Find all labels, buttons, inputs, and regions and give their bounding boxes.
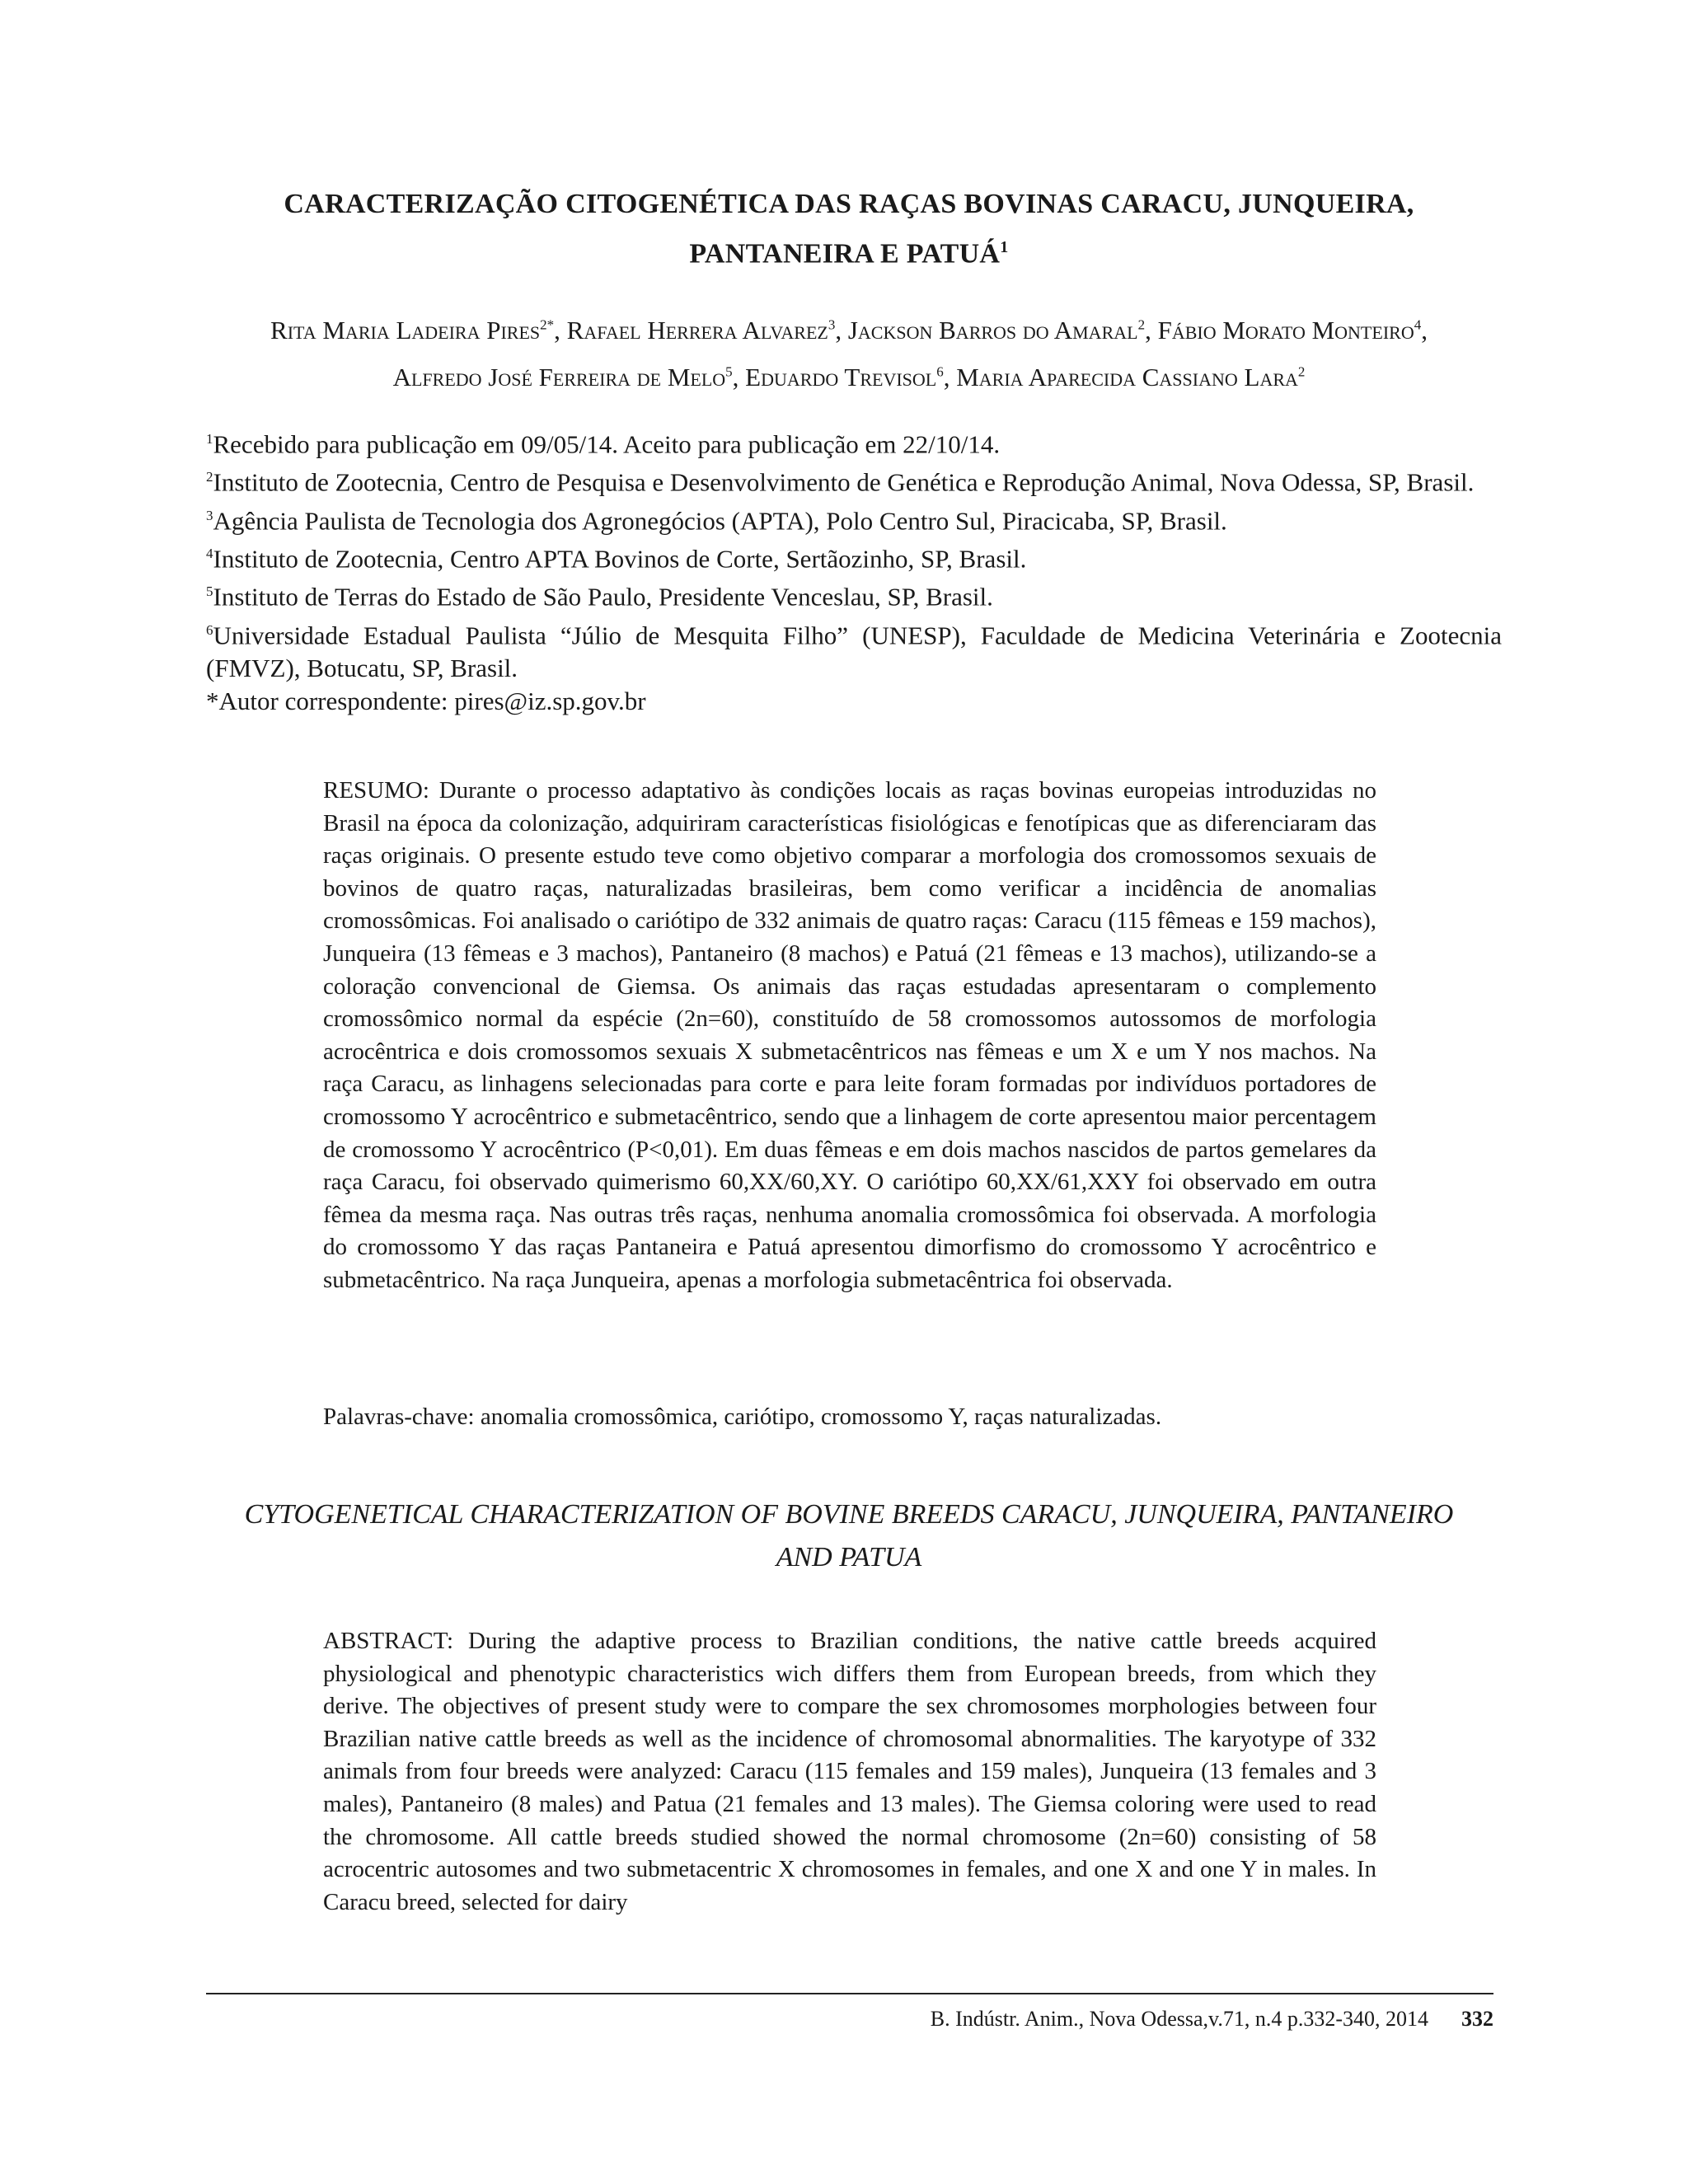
affiliation-item: [206, 461, 1502, 499]
author-affil-mark: 6: [936, 363, 944, 380]
journal-citation: B. Indústr. Anim., Nova Odessa,v.71, n.4 p.332-340, 2014: [930, 2007, 1428, 2031]
affiliations: [206, 423, 1502, 718]
affiliation-item: [206, 575, 1502, 613]
corresponding-author-text: *Autor correspondente: pires@iz.sp.gov.br: [206, 686, 646, 715]
affiliation-item: [206, 614, 1502, 685]
affiliation-text: Instituto de Terras do Estado de São Paulo, Presidente Venceslau, SP, Brasil.: [213, 582, 993, 612]
author-affil-mark: 3: [828, 317, 836, 333]
english-title-line-2: AND PATUA: [776, 1542, 922, 1572]
author: [848, 316, 1158, 344]
page-number: 332: [1461, 2007, 1493, 2031]
affiliation-text: Universidade Estadual Paulista “Júlio de Mesquita Filho” (UNESP), Faculdade de Medicina Veterinária e Zootecnia (FMVZ), Botucatu, SP, Brasil.: [206, 620, 1502, 682]
author: [956, 363, 1305, 391]
affiliation-mark: 6: [206, 621, 213, 638]
resumo-section: [323, 775, 1376, 1297]
affiliation-mark: 2: [206, 469, 213, 485]
author: [393, 363, 746, 391]
author-affil-mark: 4: [1414, 317, 1422, 333]
affiliation-text: Instituto de Zootecnia, Centro APTA Bovinos de Corte, Sertãozinho, SP, Brasil.: [213, 544, 1027, 574]
footer-divider: [206, 1993, 1493, 1994]
title-line-1: CARACTERIZAÇÃO CITOGENÉTICA DAS RAÇAS BOVINAS CARACU, JUNQUEIRA,: [284, 189, 1414, 219]
abstract-text: ABSTRACT: During the adaptive process to Brazilian conditions, the native cattle breeds acquired physiological and phenotypic characteristics wich differs them from European breeds, from which they derive. The objectives of present study were to compare the sex chromosomes morphologies between four Brazilian native cattle breeds as well as the incidence of chromosomal abnormalities. The karyotype of 332 animals from four breeds were analyzed: Caracu (115 females and 159 males), Junqueira (13 females and 3 males), Pantaneiro (8 males) and Patua (21 females and 13 males). The Giemsa coloring were used to read the chromosome. All cattle breeds studied showed the normal chromosome (2n=60) consisting of 58 acrocentric autosomes and two submetacentric X chromosomes in females, and one X and one Y in males. In Caracu breed, selected for dairy: [323, 1628, 1376, 1915]
author-name: Eduardo Trevisol: [745, 362, 937, 391]
keywords-text: Palavras-chave: anomalia cromossômica, cariótipo, cromossomo Y, raças naturalizadas.: [323, 1404, 1162, 1430]
abstract-section: [323, 1625, 1376, 1919]
title-footnote-mark: 1: [1000, 238, 1009, 256]
author-separator: ,: [835, 316, 848, 345]
author-name: Rita Maria Ladeira Pires: [270, 316, 541, 345]
author: [1158, 316, 1428, 344]
author-separator: ,: [554, 316, 567, 345]
english-title: [206, 1493, 1492, 1579]
article-title: [206, 183, 1492, 275]
english-title-line-1: CYTOGENETICAL CHARACTERIZATION OF BOVINE BREEDS CARACU, JUNQUEIRA, PANTANEIRO: [244, 1499, 1454, 1530]
corresponding-author: [206, 685, 1502, 718]
author-name: Fábio Morato Monteiro: [1157, 316, 1414, 345]
author-affil-mark: 5: [725, 363, 733, 380]
title-line-2-text: PANTANEIRA E PATUÁ: [689, 238, 1001, 269]
affiliation-mark: 5: [206, 583, 213, 600]
author-list: [198, 305, 1500, 398]
author-affil-mark: 2: [1297, 363, 1306, 380]
resumo-text: RESUMO: Durante o processo adaptativo às condições locais as raças bovinas europeias introduzidas no Brasil na época da colonização, adquiriram características fisiológicas e fenotípicas que as diferenciaram das raças originais. O presente estudo teve como objetivo comparar a morfologia dos cromossomos sexuais de bovinos de quatro raças, naturalizadas brasileiras, bem como verificar a incidência de anomalias cromossômicas. Foi analisado o cariótipo de 332 animais de quatro raças: Caracu (115 fêmeas e 159 machos), Junqueira (13 fêmeas e 3 machos), Pantaneiro (8 machos) e Patuá (21 fêmeas e 13 machos), utilizando-se a coloração convencional de Giemsa. Os animais das raças estudadas apresentaram o complemento cromossômico normal da espécie (2n=60), constituído de 58 cromossomos autossomos de morfologia acrocêntrica e dois cromossomos sexuais X submetacêntricos nas fêmeas e um X e um Y nos machos. Na raça Caracu, as linhagens selecionadas para corte e para leite foram formadas por indivíduos portadores de cromossomo Y acrocêntrico e submetacêntrico, sendo que a linhagem de corte apresentou maior percentagem de cromossomo Y acrocêntrico (P<0,01). Em duas fêmeas e em dois machos nascidos de partos gemelares da raça Caracu, foi observado quimerismo 60,XX/60,XY. O cariótipo 60,XX/61,XXY foi observado em outra fêmea da mesma raça. Nas outras três raças, nenhuma anomalia cromossômica foi observada. A morfologia do cromossomo Y das raças Pantaneira e Patuá apresentou dimorfismo do cromossomo Y acrocêntrico e submetacêntrico. Na raça Junqueira, apenas a morfologia submetacêntrica foi observada.: [323, 777, 1376, 1293]
title-line-2: [206, 226, 1492, 275]
author-separator: ,: [1145, 316, 1158, 345]
author-separator: ,: [943, 362, 957, 391]
author: [745, 363, 956, 391]
page-footer: [931, 2004, 1493, 2034]
author-name: Jackson Barros do Amaral: [847, 316, 1138, 345]
affiliation-item: [206, 537, 1502, 575]
author-separator: ,: [1421, 316, 1428, 345]
affiliation-item: [206, 423, 1502, 461]
author-affil-mark: 2*: [540, 317, 555, 333]
affiliation-item: [206, 499, 1502, 537]
author-separator: ,: [732, 362, 746, 391]
affiliation-mark: 3: [206, 507, 213, 523]
author-name: Alfredo José Ferreira de Melo: [392, 362, 726, 391]
affiliation-mark: 1: [206, 431, 213, 447]
affiliation-mark: 4: [206, 545, 213, 561]
author-name: Maria Aparecida Cassiano Lara: [956, 362, 1298, 391]
author-affil-mark: 2: [1137, 317, 1146, 333]
author: [567, 316, 848, 344]
affiliation-text: Agência Paulista de Tecnologia dos Agronegócios (APTA), Polo Centro Sul, Piracicaba, SP, Brasil.: [213, 505, 1227, 535]
keywords-section: [323, 1401, 1376, 1434]
author-name: Rafael Herrera Alvarez: [566, 316, 828, 345]
author: [270, 316, 567, 344]
affiliation-text: Instituto de Zootecnia, Centro de Pesquisa e Desenvolvimento de Genética e Reprodução Animal, Nova Odessa, SP, Brasil.: [213, 467, 1475, 497]
affiliation-text: Recebido para publicação em 09/05/14. Aceito para publicação em 22/10/14.: [213, 429, 1001, 459]
